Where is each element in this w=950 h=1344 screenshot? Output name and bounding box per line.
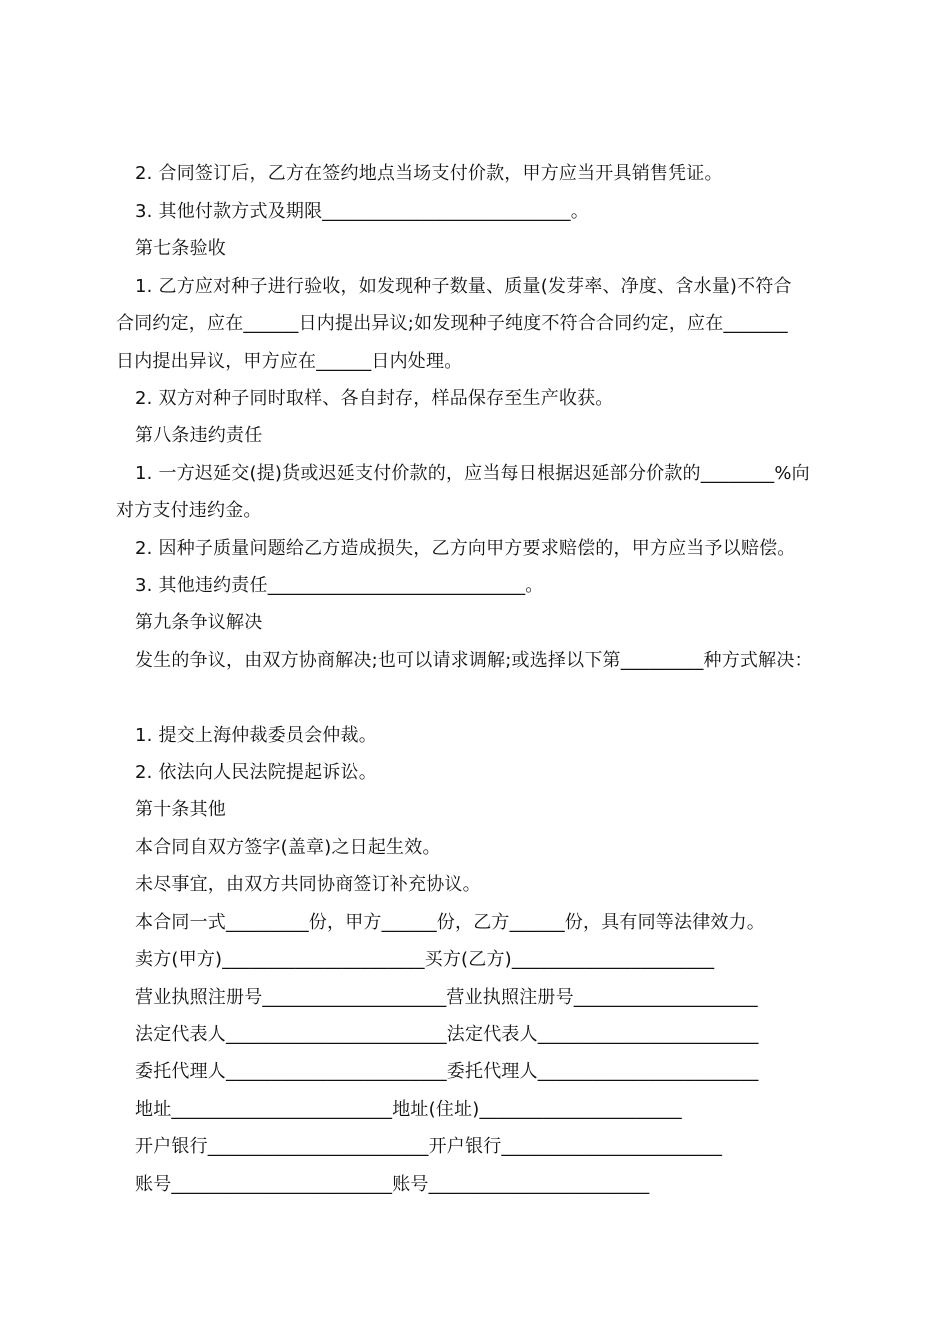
signature-line-parties: 卖方(甲方)______________________买方(乙方)______________________ [135,949,715,970]
text-line-arbitration: 1. 提交上海仲裁委员会仲裁。 [135,725,377,746]
text-line-breach-1a: 1. 一方迟延交(提)货或迟延支付价款的，应当每日根据迟延部分价款的________%向 [135,463,810,484]
text-line-acceptance-1a: 1. 乙方应对种子进行验收，如发现种子数量、质量(发芽率、净度、含水量)不符合 [135,276,792,297]
text-line-dispute: 发生的争议，由双方协商解决;也可以请求调解;或选择以下第_________种方式解决： [135,650,813,671]
signature-line-bank: 开户银行________________________开户银行________________________ [135,1136,723,1157]
text-line-acceptance-2: 2. 双方对种子同时取样、各自封存，样品保存至生产收获。 [135,388,614,409]
section-heading-breach: 第八条违约责任 [135,425,263,446]
text-line-breach-3: 3. 其他违约责任____________________________。 [135,575,544,596]
text-line-acceptance-1c: 日内提出异议，甲方应在______日内处理。 [116,351,463,372]
section-heading-acceptance: 第七条验收 [135,238,226,259]
signature-line-address: 地址________________________地址(住址)______________________ [135,1099,682,1120]
text-line-copies: 本合同一式_________份，甲方______份，乙方______份，具有同等法律效力。 [135,912,765,933]
section-heading-other: 第十条其他 [135,799,226,820]
section-heading-dispute: 第九条争议解决 [135,612,263,633]
text-line-pay-on-site: 2. 合同签订后，乙方在签约地点当场支付价款，甲方应当开具销售凭证。 [135,163,723,184]
signature-line-legal-rep: 法定代表人________________________法定代表人________________________ [135,1024,759,1045]
text-line-supplement: 未尽事宜，由双方共同协商签订补充协议。 [135,874,481,895]
text-line-acceptance-1b: 合同约定，应在______日内提出异议;如发现种子纯度不符合合同约定，应在_______ [116,313,788,334]
text-line-effective: 本合同自双方签字(盖章)之日起生效。 [135,837,441,858]
text-line-breach-1b: 对方支付违约金。 [116,500,262,521]
text-line-breach-2: 2. 因种子质量问题给乙方造成损失，乙方向甲方要求赔偿的，甲方应当予以赔偿。 [135,538,796,559]
signature-line-license: 营业执照注册号____________________营业执照注册号____________________ [135,987,758,1008]
text-line-litigation: 2. 依法向人民法院提起诉讼。 [135,762,377,783]
text-line-other-payment: 3. 其他付款方式及期限___________________________。 [135,201,589,222]
signature-line-account: 账号________________________账号________________________ [135,1174,650,1195]
signature-line-agent: 委托代理人________________________委托代理人________________________ [135,1061,759,1082]
